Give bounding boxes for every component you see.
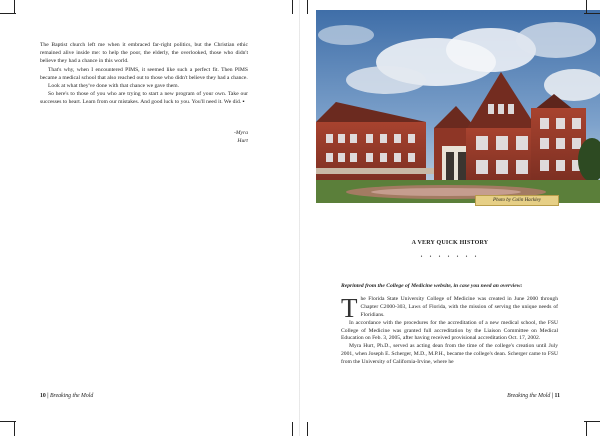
crop-mark	[307, 422, 308, 436]
signature-name: -Myra	[234, 130, 248, 136]
crop-mark	[292, 422, 293, 436]
right-folio: Breaking the Mold | 11	[507, 393, 560, 399]
crop-mark	[307, 0, 308, 14]
crop-mark	[292, 0, 293, 14]
left-paragraph-3: Look at what they've done with that chance we gave them.	[48, 83, 180, 90]
left-paragraph-2: That's why, when I encountered PIMS, it seemed like such a perfect fit. Then PIMS became a medical school that also reached out to those who didn't believe they had a chance.	[40, 66, 248, 81]
right-paragraph-1-text: he Florida State University College of Medicine was created in June 2000 through Chapter C2000-303, Laws of Florida, with the mission of serving the unique needs of Floridians.	[360, 295, 558, 318]
right-page-body	[341, 283, 558, 367]
photo-credit: Photo by Colin Hackley	[475, 195, 559, 206]
crop-mark	[0, 421, 16, 422]
section-heading: A VERY QUICK HISTORY	[411, 240, 489, 246]
right-running-title: Breaking the Mold	[507, 393, 551, 399]
signature	[234, 129, 248, 145]
left-paragraph-4: So here's to those of you who are trying to start a new program of your own. Take our successes to heart. Learn from our mistakes. And good luck to you. You'll need it. We did. ▪	[40, 91, 248, 106]
left-page-number: 10	[40, 393, 46, 399]
signature-surname: Hurt	[237, 138, 248, 144]
right-paragraph-1	[341, 292, 558, 323]
left-folio: 10 | Breaking the Mold	[40, 393, 94, 399]
reprint-note: Reprinted from the College of Medicine website, in case you need an overview:	[341, 283, 523, 289]
crop-mark	[586, 422, 587, 436]
ornament-divider: • • • • • • •	[420, 255, 480, 260]
left-running-title: Breaking the Mold	[49, 393, 94, 399]
drop-cap: T	[341, 292, 358, 323]
right-paragraph-3: Myra Hurt, Ph.D., served as acting dean from the time of the college's creation until July 2001, when Joseph E. Scherger, M.D., M.P.H., became the college's dean. Scherger came to FSU from the University of California-Irvine, where he	[341, 343, 558, 366]
crop-mark	[586, 0, 587, 14]
right-page-number: 11	[554, 393, 560, 399]
crop-mark	[14, 0, 15, 14]
left-paragraph-1: The Baptist church left me when it embraced far-right politics, but the Christian ethic remained alive inside me: to help the poor, the elderly, the overlooked, those who didn't believe they had a chance in this world.	[40, 42, 248, 65]
building-photo	[316, 10, 600, 203]
left-page-body	[40, 41, 248, 107]
right-paragraph-2: In accordance with the procedures for the accreditation of a new medical school, the FSU College of Medicine was granted full accreditation by the Liaison Committee on Medical Education on Feb. 3, 2005, after having received provisional accreditation Oct. 17, 2002.	[341, 319, 558, 342]
crop-mark	[14, 422, 15, 436]
crop-mark	[0, 13, 16, 14]
